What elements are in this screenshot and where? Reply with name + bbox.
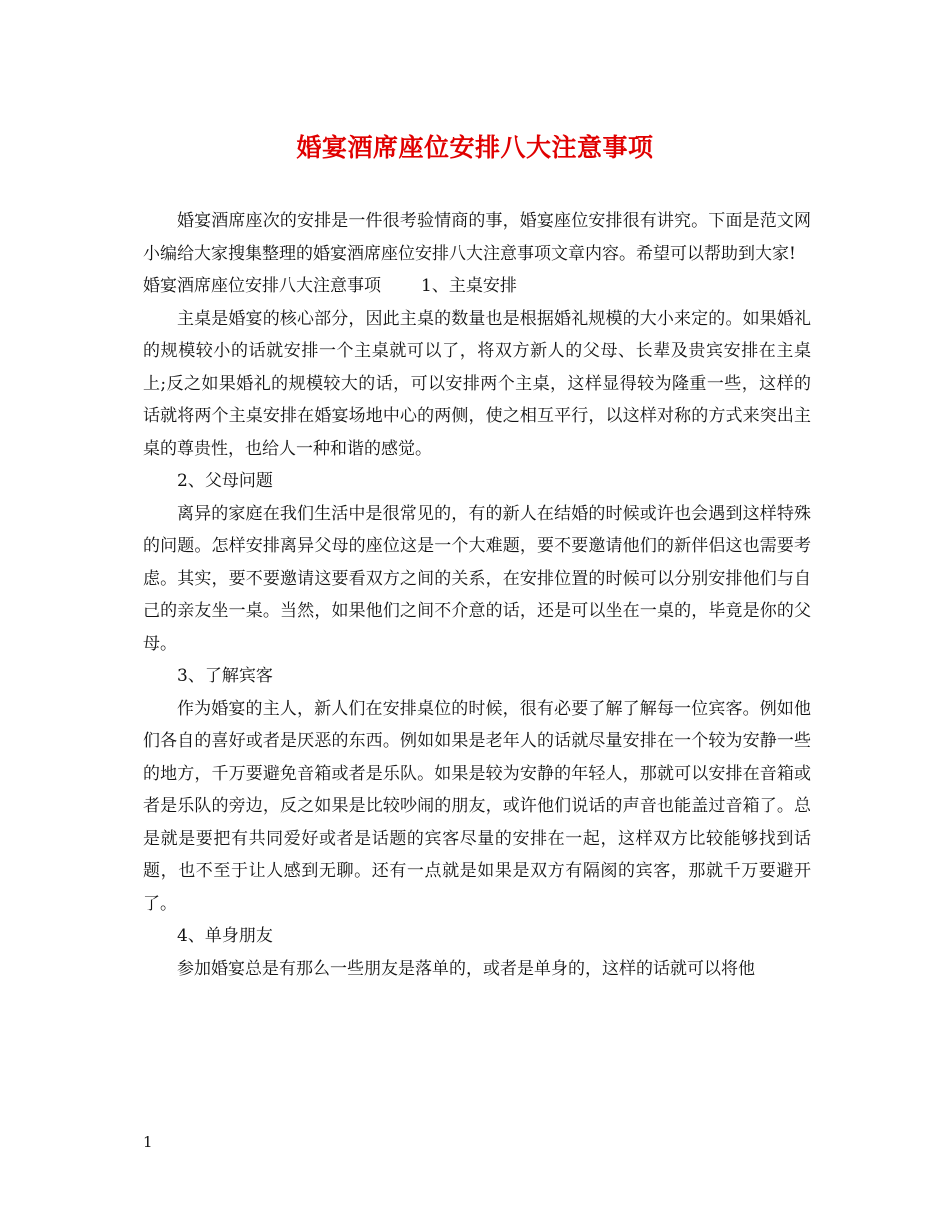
intro-paragraph: 婚宴酒席座次的安排是一件很考验情商的事，婚宴座位安排很有讲究。下面是范文网小编给大家搜集整理的婚宴酒席座位安排八大注意事项文章内容。希望可以帮助到大家! <box>143 211 811 264</box>
parents-paragraph: 离异的家庭在我们生活中是很常见的，有的新人在结婚的时候或许也会遇到这样特殊的问题。怎样安排离异父母的座位这是一个大难题，要不要邀请他们的新伴侣这也需要考虑。其实，要不要邀请这要看双方之间的关系，在安排位置的时候可以分别安排他们与自己的亲友坐一桌。当然，如果他们之间不介意的话，还是可以坐在一桌的，毕竟是你的父母。 <box>143 503 811 654</box>
subtitle-left: 婚宴酒席座位安排八大注意事项 <box>143 276 381 296</box>
main-table-paragraph: 主桌是婚宴的核心部分，因此主桌的数量也是根据婚礼规模的大小来定的。如果婚礼的规模较小的话就安排一个主桌就可以了，将双方新人的父母、长辈及贵宾安排在主桌上;反之如果婚礼的规模较大的话，可以安排两个主桌，这样显得较为隆重一些，这样的话就将两个主桌安排在婚宴场地中心的两侧，使之相互平行，以这样对称的方式来突出主桌的尊贵性，也给人一种和谐的感觉。 <box>143 308 811 459</box>
single-friends-paragraph: 参加婚宴总是有那么一些朋友是落单的，或者是单身的，这样的话就可以将他 <box>177 958 755 979</box>
document-body <box>143 205 811 985</box>
guests-paragraph: 作为婚宴的主人，新人们在安排桌位的时候，很有必要了解了解每一位宾客。例如他们各自的喜好或者是厌恶的东西。例如如果是老年人的话就尽量安排在一个较为安静一些的地方，千万要避免音箱或者是乐队。如果是较为安静的年轻人，那就可以安排在音箱或者是乐队的旁边，反之如果是比较吵闹的朋友，或许他们说话的声音也能盖过音箱了。总是就是要把有共同爱好或者是话题的宾客尽量的安排在一起，这样双方比较能够找到话题，也不至于让人感到无聊。还有一点就是如果是双方有隔阂的宾客，那就千万要避开了。 <box>143 698 811 914</box>
subtitle-line <box>143 270 811 303</box>
subtitle-right: 1、主桌安排 <box>421 276 517 296</box>
section-heading-guests: 3、了解宾客 <box>177 666 273 686</box>
document-title: 婚宴酒席座位安排八大注意事项 <box>296 133 654 162</box>
page-number: 1 <box>143 1133 153 1151</box>
section-heading-single-friends: 4、单身朋友 <box>177 926 273 946</box>
section-heading-parents: 2、父母问题 <box>177 471 273 491</box>
